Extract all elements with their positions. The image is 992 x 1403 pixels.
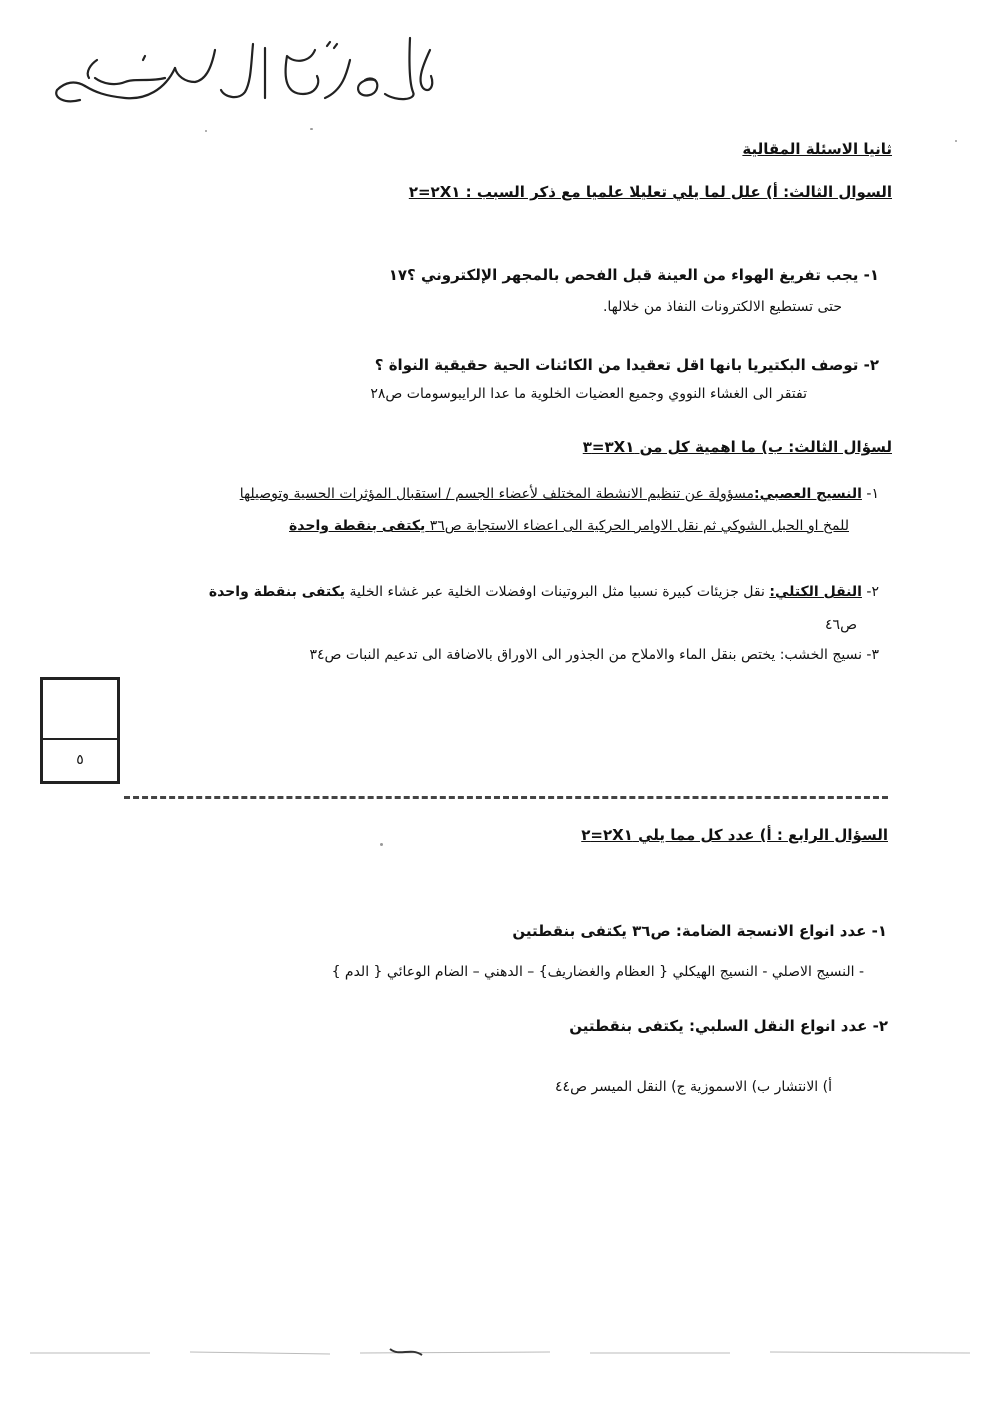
q4a-heading: السؤال الرابع : أ) عدد كل مما يلي ٢X١=٢ [581, 826, 888, 844]
q3b-item1-text2: للمخ او الحبل الشوكي ثم نقل الاوامر الحركية الى اعضاء الاستجابة ص٣٦ [425, 518, 849, 534]
q3a-item1-answer: حتى تستطيع الالكترونات النفاذ من خلالها. [602, 299, 842, 315]
q4a-item2-question: ٢- عدد انواع النقل السلبي: يكتفى بنقطتين [569, 1017, 888, 1035]
q3b-item2-number: ٢- [866, 584, 879, 600]
q3a-item2-answer: تفتقر الى الغشاء النووي وجميع العضيات الخلوية ما عدا الرايبوسومات ص٢٨ [370, 386, 807, 402]
q3b-item1-line2 [289, 518, 849, 534]
q3b-item2-term: النقل الكتلي: [769, 584, 862, 600]
q4a-item1-question: ١- عدد انواع الانسجة الضامة: ص٣٦ يكتفى بنقطتين [512, 922, 887, 940]
q3b-item1-text: مسؤولة عن تنظيم الانشطة المختلف لأعضاء الجسم / استقبال المؤثرات الحسية وتوصيلها [239, 486, 755, 502]
q3a-item1-question: ١- يجب تفريغ الهواء من العينة قبل الفحص بالمجهر الإلكتروني ؟١٧ [388, 266, 879, 284]
q3b-heading: لسؤال الثالث: ب) ما اهمية كل من ٣X١=٣ [582, 438, 892, 456]
q3b-item1-note: يكتفى بنقطة واحدة [289, 518, 426, 534]
score-box-divider [43, 738, 117, 740]
handwritten-answer-key-title [25, 20, 445, 130]
scan-noise-strip [30, 1345, 970, 1359]
q3b-item3: ٣- نسيج الخشب: يختص بنقل الماء والاملاح من الجذور الى الاوراق بالاضافة الى تدعيم النبات ص٣٤ [309, 647, 879, 663]
q3b-item2-note: يكتفى بنقطة واحدة [208, 584, 346, 600]
q3b-item1-number: ١- [866, 486, 879, 502]
score-value: ٥ [76, 752, 84, 768]
q3b-item2-page-ref: ص٤٦ [825, 617, 857, 633]
section-title: ثانيا الاسئلة المقالية [742, 140, 892, 158]
q3a-item2-question: ٢- توصف البكتيريا بانها اقل تعقيدا من الكائنات الحية حقيقية النواة ؟ [374, 356, 879, 374]
q3b-item1-term: النسيج العصبي: [754, 486, 862, 502]
scan-speck [380, 843, 383, 846]
section-divider [124, 796, 888, 799]
q3a-heading: السوال الثالث: أ) علل لما يلي تعليلا علميا مع ذكر السبب : ٢X١=٢ [408, 183, 892, 201]
score-box [40, 677, 120, 784]
q3b-item2-line1 [209, 584, 879, 600]
q3b-item2-text: نقل جزيئات كبيرة نسبيا مثل البروتينات اوفضلات الخلية عبر غشاء الخلية [345, 584, 770, 600]
scan-speck [955, 140, 957, 142]
q4a-item1-answer: - النسيج الاصلي - النسيج الهيكلي { العظام والغضاريف} – الدهني – الضام الوعائي { الدم } [331, 964, 864, 980]
scan-speck [205, 130, 207, 132]
q4a-item2-answer: أ) الانتشار ب) الاسموزية ج) النقل الميسر ص٤٤ [555, 1079, 832, 1095]
q3b-item1-line1 [240, 486, 879, 502]
scan-speck [310, 128, 313, 130]
